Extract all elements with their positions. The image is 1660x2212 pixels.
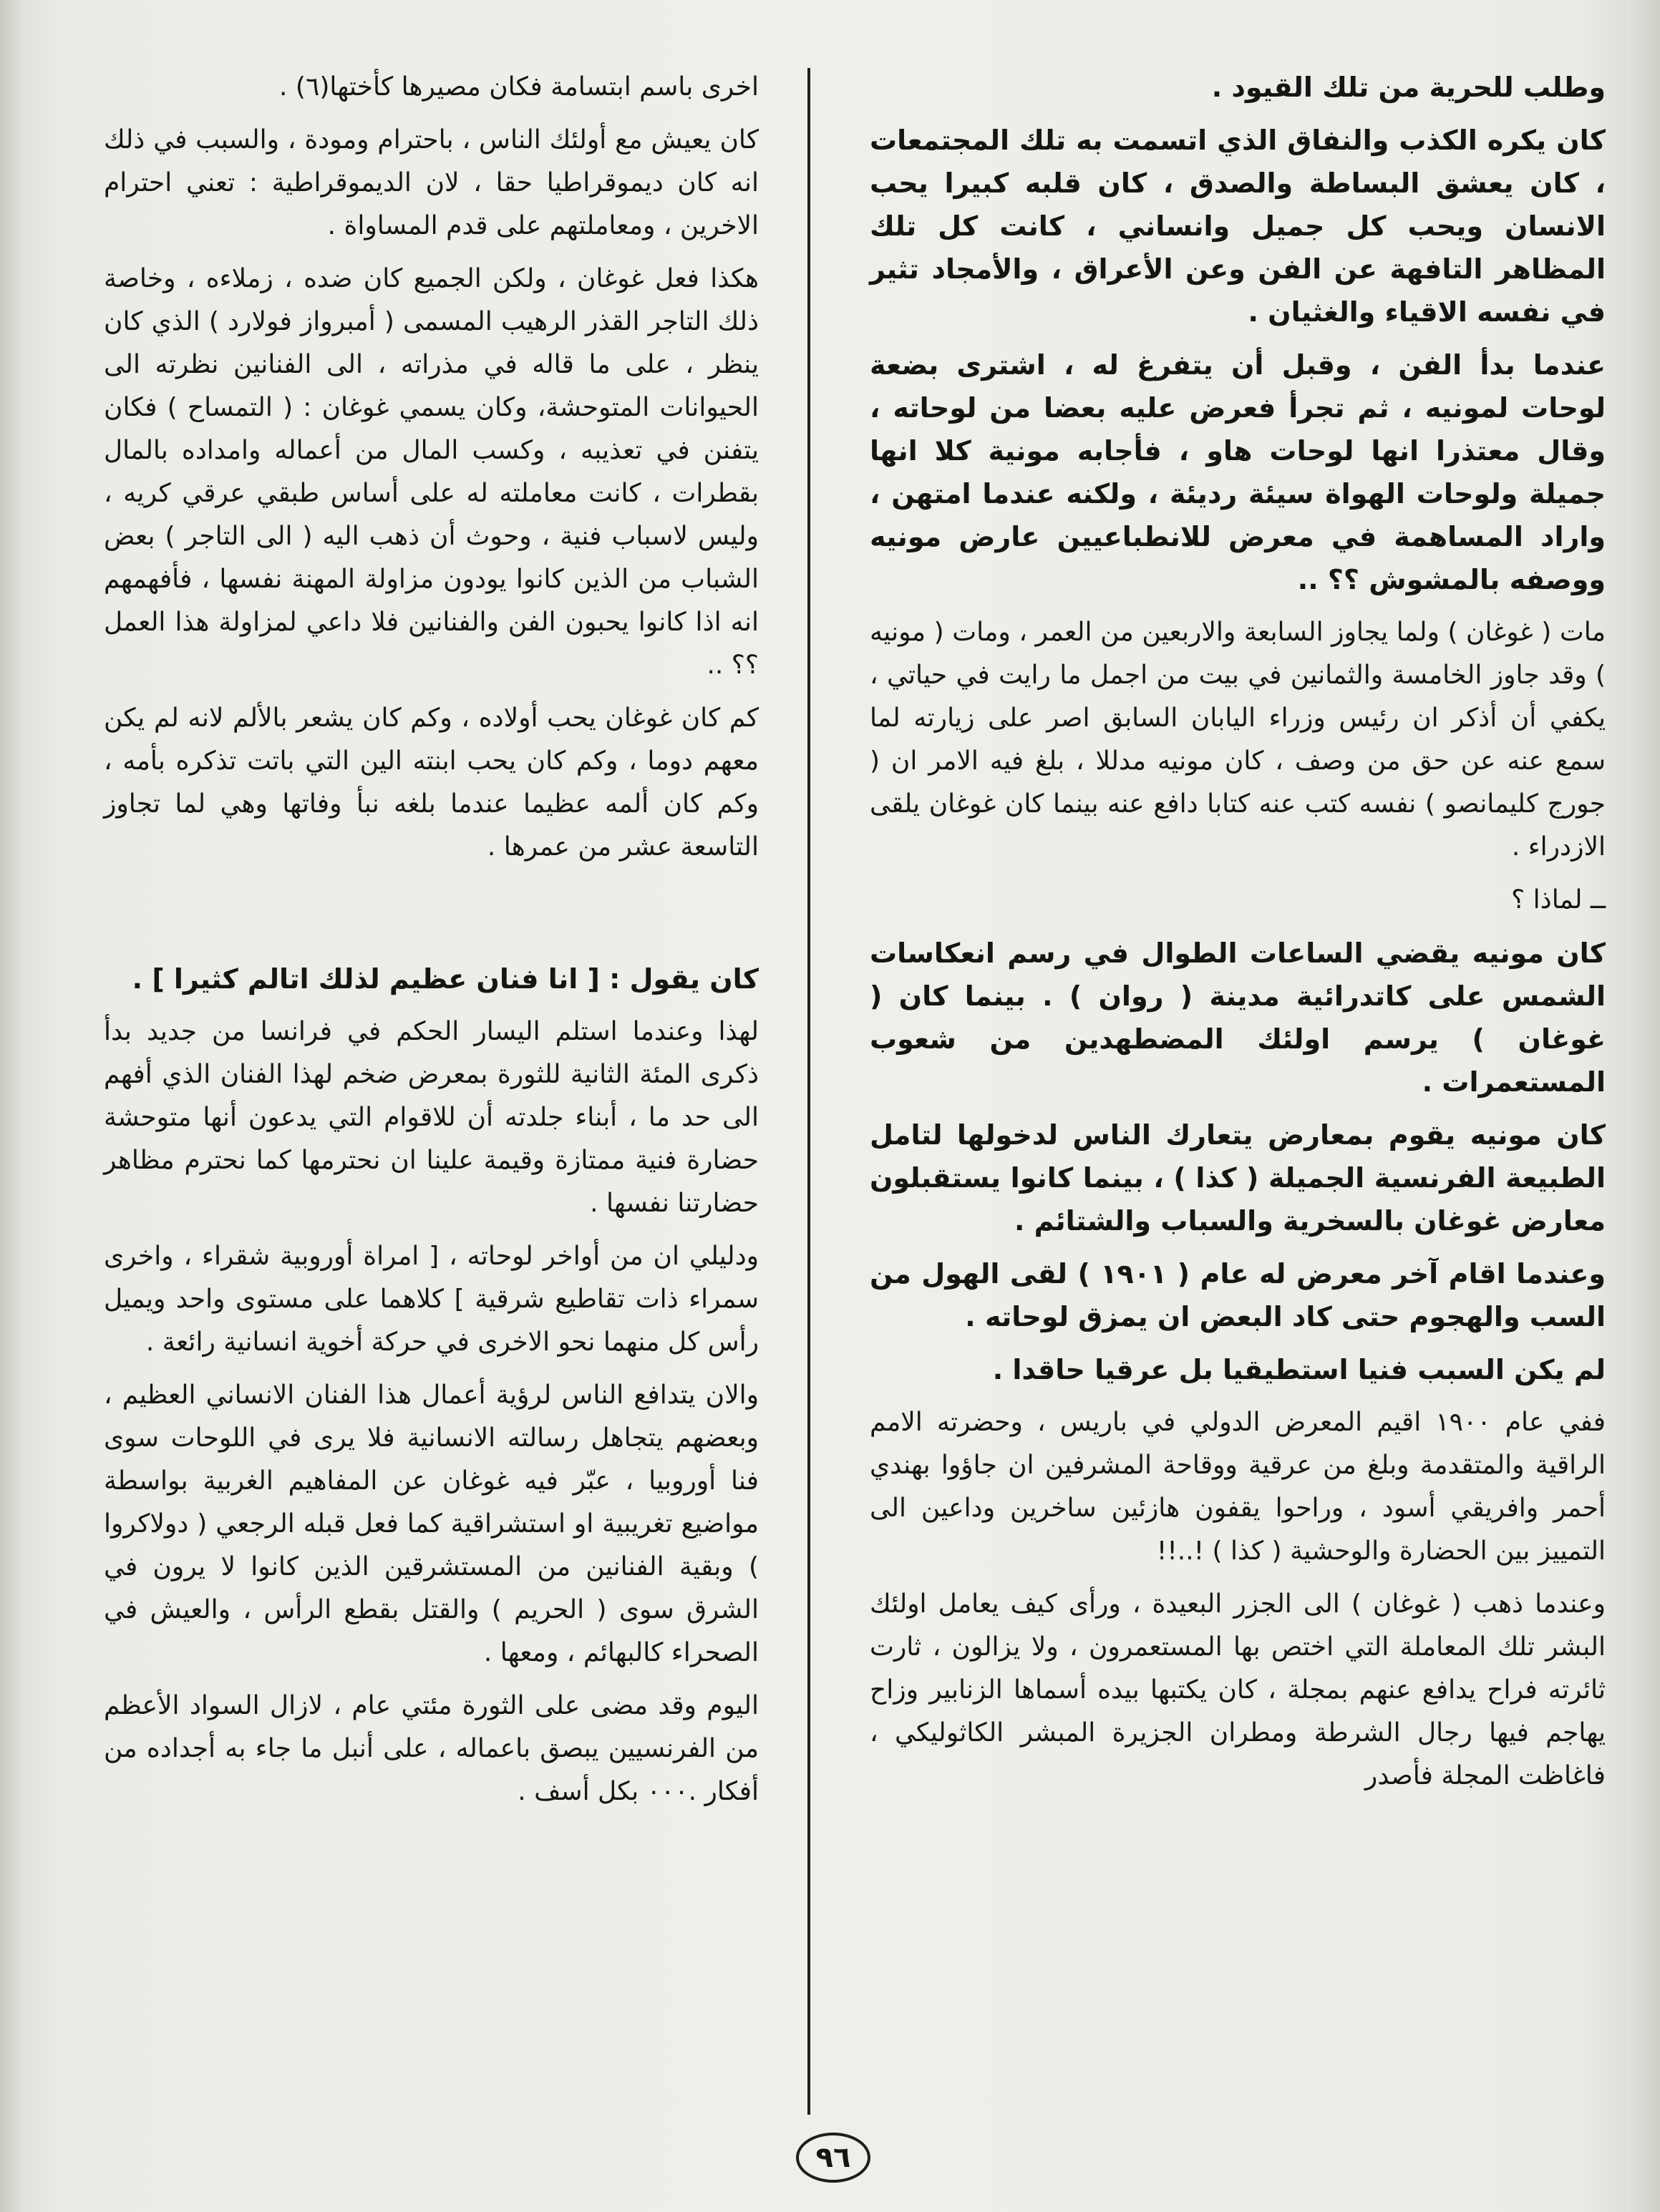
paragraph: كان يكره الكذب والنفاق الذي اتسمت به تلك المجتمعات ، كان يعشق البساطة والصدق ، كان قلبه كبيرا يحب الانسان ويحب كل جميل وانساني ، كانت كل تلك المظاهر التافهة عن الفن وعن الأعراق ، والأمجاد تثير في نفسه الاقياء والغثيان .: [870, 125, 1606, 328]
paragraph: كان مونيه يقضي الساعات الطوال في رسم انعكاسات الشمس على كاتدرائية مدينة ( روان ) . بينما كان ( غوغان ) يرسم اولئك المضطهدين من شعوب المستعمرات .: [870, 937, 1606, 1098]
left-text-column: [104, 66, 759, 1823]
paragraph: لهذا وعندما استلم اليسار الحكم في فرانسا من جديد بدأ ذكرى المئة الثانية للثورة بمعرض ضخم لهذا الفنان الذي أفهم الى حد ما ، أبناء جلدته أن للاقوام التي يدعون أنها متوحشة حضارة فنية ممتازة وقيمة علينا ان نحترمها كما نحترم مظاهر حضارتنا نفسها .: [104, 1017, 759, 1218]
paragraph: ودليلي ان من أواخر لوحاته ، [ امراة أوروبية شقراء ، واخرى سمراء ذات تقاطيع شرقية ] كلاهما على مستوى واحد ويميل رأس كل منهما نحو الاخرى في حركة أخوية انسانية رائعة .: [104, 1242, 759, 1357]
paragraph: هكذا فعل غوغان ، ولكن الجميع كان ضده ، زملاءه ، وخاصة ذلك التاجر القذر الرهيب المسمى ( أمبرواز فولارد ) الذي كان ينظر ، على ما قاله في مذراته ، الى الفنانين نظرته الى الحيوانات المتوحشة، وكان يسمي غوغان : ( التمساح ) فكان يتفنن في تعذيبه ، وكسب المال من أعماله وامداده بالمال بقطرات ، كانت معاملته له على أساس طبقي عرقي كريه ، وليس لاسباب فنية ، وحوث أن ذهب اليه ( الى التاجر ) بعض الشباب من الذين كانوا يودون مزاولة المهنة نفسها ، فأفهمهم انه اذا كانوا يحبون الفن والفنانين فلا داعي لمزاولة هذا العمل ؟؟ ..: [104, 264, 759, 680]
paragraph: وطلب للحرية من تلك القيود .: [1211, 72, 1606, 103]
paragraph: وعندما ذهب ( غوغان ) الى الجزر البعيدة ، ورأى كيف يعامل اولئك البشر تلك المعاملة التي اختص بها المستعمرون ، ولا يزالون ، ثارت ثائرته فراح يدافع عنهم بمجلة ، كان يكتبها بيده أسماها الزنابير وزاح يهاجم فيها رجال الشرطة ومطران الجزيرة المبشر الكاثوليكي ، فاغاظت المجلة فأصدر: [870, 1589, 1606, 1790]
paragraph: اخرى باسم ابتسامة فكان مصيرها كأختها(٦) .: [279, 72, 759, 102]
right-text-column: [870, 66, 1606, 1808]
paragraph: مات ( غوغان ) ولما يجاوز السابعة والاربعين من العمر ، ومات ( مونيه ) وقد جاوز الخامسة والثمانين في بيت من اجمل ما رايت في حياتي ، يكفي أن أذكر ان رئيس وزراء اليابان السابق اصر على زيارته لما سمع عنه عن حق من وصف ، كان مونيه مدللا ، بلغ فيه الامر ان ( جورج كليمانصو ) نفسه كتب عنه كتابا دافع عنه بينما كان غوغان يلقى الازدراء .: [870, 618, 1606, 862]
paragraph: وعندما اقام آخر معرض له عام ( ١٩٠١ ) لقى الهول من السب والهجوم حتى كاد البعض ان يمزق لوحاته .: [870, 1258, 1606, 1332]
column-divider: [807, 68, 810, 2115]
paragraph: لم يكن السبب فنيا استطيقيا بل عرقيا حاقدا .: [992, 1354, 1606, 1385]
paragraph: عندما بدأ الفن ، وقبل أن يتفرغ له ، اشترى بضعة لوحات لمونيه ، ثم تجرأ فعرض عليه بعضا من لوحاته ، وقال معتذرا انها لوحات هاو ، فأجابه مونية كلا انها جميلة ولوحات الهواة سيئة رديئة ، ولكنه عندما امتهن ، واراد المساهمة في معرض للانطباعيين عارض مونيه ووصفه بالمشوش ؟؟ ..: [870, 349, 1606, 595]
page-number: ٩٦: [796, 2133, 870, 2183]
section-gap: [104, 879, 759, 958]
paragraph: كان يقول : [ انا فنان عظيم لذلك اتالم كثيرا ] .: [132, 963, 759, 995]
paragraph: كم كان غوغان يحب أولاده ، وكم كان يشعر بالألم لانه لم يكن معهم دوما ، وكم كان يحب ابنته الين التي باتت تذكره بأمه ، وكم كان ألمه عظيما عندما بلغه نبأ وفاتها وهي لما تجاوز التاسعة عشر من عمرها .: [104, 703, 759, 862]
paragraph: كان يعيش مع أولئك الناس ، باحترام ومودة ، والسبب في ذلك انه كان ديموقراطيا حقا ، لان الديموقراطية : تعني احترام الاخرين ، ومعاملتهم على قدم المساواة .: [104, 125, 759, 240]
page-edge-left: [0, 0, 26, 2212]
paragraph: كان مونيه يقوم بمعارض يتعارك الناس لدخولها لتامل الطبيعة الفرنسية الجميلة ( كذا ) ، بينما كانوا يستقبلون معارض غوغان بالسخرية والسباب والشتائم .: [870, 1119, 1606, 1237]
paragraph: ــ لماذا ؟: [1511, 885, 1606, 915]
paragraph: اليوم وقد مضى على الثورة مئتي عام ، لازال السواد الأعظم من الفرنسيين يبصق باعماله ، على أنبل ما جاء به أجداده من أفكار .٠٠٠ بكل أسف .: [104, 1691, 759, 1806]
paragraph: والان يتدافع الناس لرؤية أعمال هذا الفنان الانساني العظيم ، وبعضهم يتجاهل رسالته الانسانية فلا يرى في اللوحات سوى فنا أوروبيا ، عبّر فيه غوغان عن المفاهيم الغربية بواسطة مواضيع تغريبية او استشراقية كما فعل قبله الرجعي ( دولاكروا ) وبقية الفنانين من المستشرقين الذين كانوا لا يرون في الشرق سوى ( الحريم ) والقتل بقطع الرأس ، والعيش في الصحراء كالبهائم ، ومعها .: [104, 1380, 759, 1667]
paragraph: ففي عام ١٩٠٠ اقيم المعرض الدولي في باريس ، وحضرته الامم الراقية والمتقدمة وبلغ من عرقية ووقاحة المشرفين ان جاؤوا بهندي أحمر وافريقي أسود ، وراحوا يقفون هازئين ساخرين وداعين الى التمييز بين الحضارة والوحشية ( كذا ) !..!!: [870, 1408, 1606, 1566]
page-edge-right: [1626, 0, 1660, 2212]
